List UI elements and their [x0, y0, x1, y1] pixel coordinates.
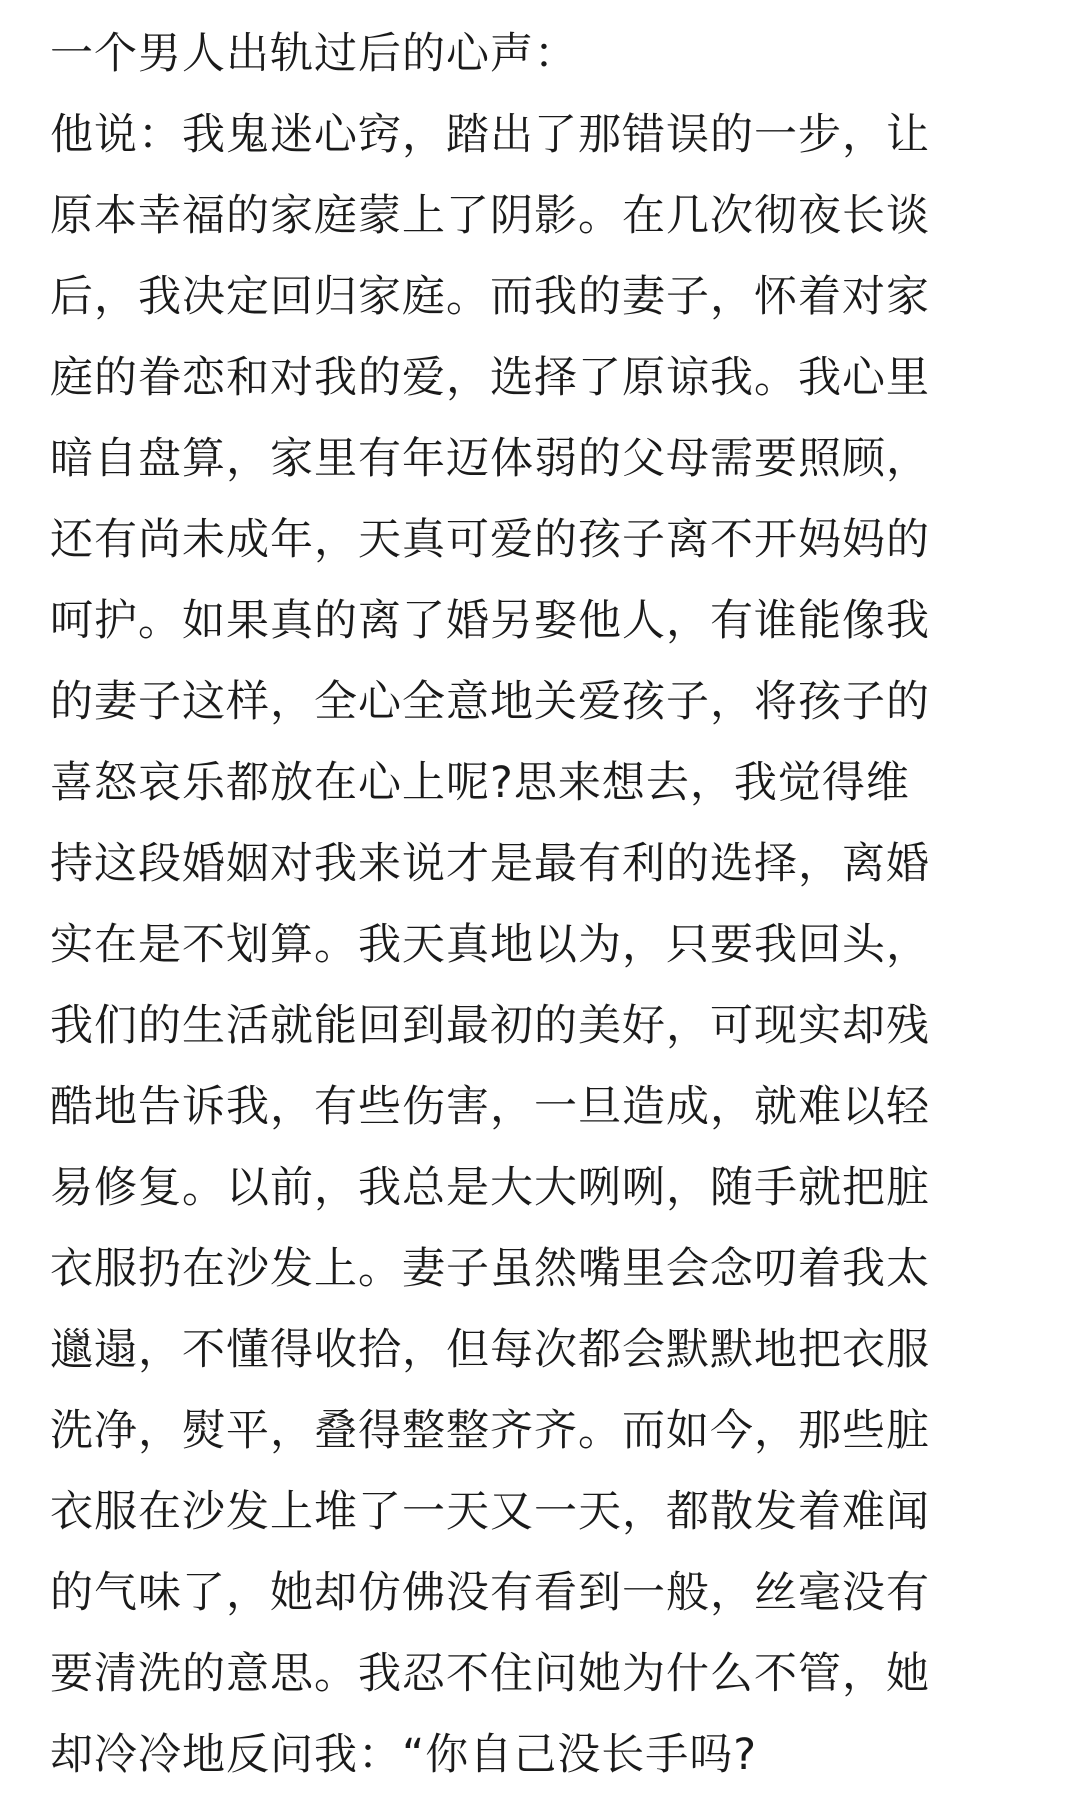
- article-title: 一个男人出轨过后的心声：: [50, 29, 578, 79]
- article-line: 喜怒哀乐都放在心上呢?思来想去，我觉得维: [50, 758, 910, 808]
- article-body: [50, 14, 1020, 1796]
- article-line: 我们的生活就能回到最初的美好，可现实却残: [50, 1001, 930, 1051]
- article-line: 却冷冷地反问我：“你自己没长手吗?: [50, 1730, 758, 1780]
- article-line: 后，我决定回归家庭。而我的妻子，怀着对家: [50, 272, 930, 322]
- article-line: 持这段婚姻对我来说才是最有利的选择，离婚: [50, 839, 930, 889]
- article-line: 邋遢，不懂得收拾，但每次都会默默地把衣服: [50, 1325, 930, 1375]
- article-line: 原本幸福的家庭蒙上了阴影。在几次彻夜长谈: [50, 191, 930, 241]
- article-line: 洗净，熨平，叠得整整齐齐。而如今，那些脏: [50, 1406, 930, 1456]
- article-line: 衣服扔在沙发上。妻子虽然嘴里会念叨着我太: [50, 1244, 930, 1294]
- article-line: 要清洗的意思。我忍不住问她为什么不管，她: [50, 1649, 930, 1699]
- article-line: 庭的眷恋和对我的爱，选择了原谅我。我心里: [50, 353, 930, 403]
- article-line: 酷地告诉我，有些伤害，一旦造成，就难以轻: [50, 1082, 930, 1132]
- article-line: 还有尚未成年，天真可爱的孩子离不开妈妈的: [50, 515, 930, 565]
- article-line: 暗自盘算，家里有年迈体弱的父母需要照顾，: [50, 434, 930, 484]
- article-line: 他说：我鬼迷心窍，踏出了那错误的一步，让: [50, 110, 930, 160]
- article-line: 的妻子这样，全心全意地关爱孩子，将孩子的: [50, 677, 930, 727]
- article-line: 呵护。如果真的离了婚另娶他人，有谁能像我: [50, 596, 930, 646]
- article-line: 实在是不划算。我天真地以为，只要我回头，: [50, 920, 930, 970]
- article-line: 衣服在沙发上堆了一天又一天，都散发着难闻: [50, 1487, 930, 1537]
- article-line: 易修复。以前，我总是大大咧咧，随手就把脏: [50, 1163, 930, 1213]
- article-line: 的气味了，她却仿佛没有看到一般，丝毫没有: [50, 1568, 930, 1618]
